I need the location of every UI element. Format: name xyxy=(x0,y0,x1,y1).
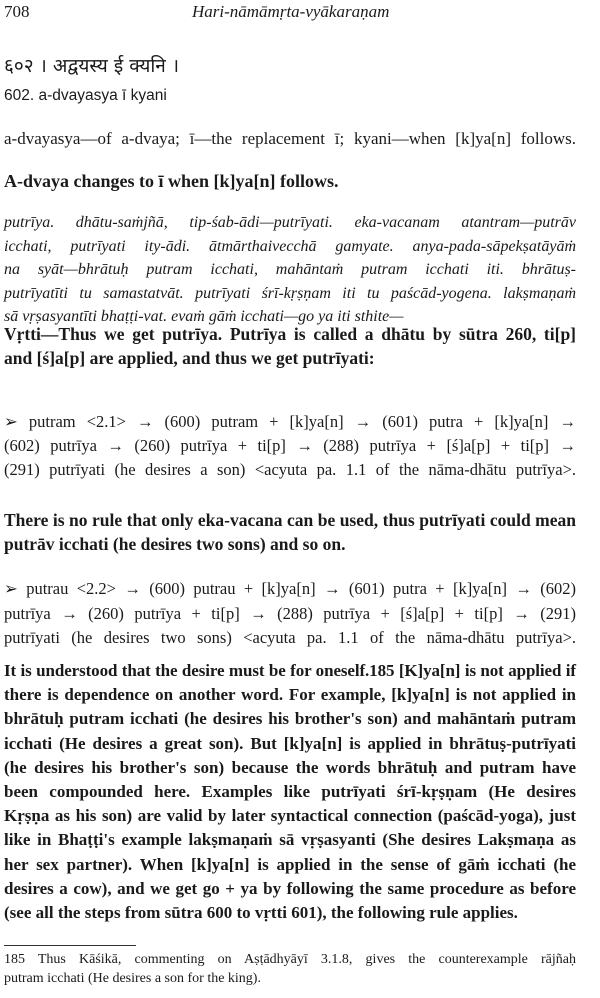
sanskrit-line: na syāt—bhrātuḥ putram icchati, mahāntaṁ putram icchati iti. bhrātuṣ- xyxy=(4,261,576,278)
paragraph-line: (see all the steps from sūtra 600 to vṛtti 601), the following rule applies. xyxy=(4,903,518,923)
sanskrit-line: putrīya. dhātu-saṁjñā, tip-śab-ādi—putrīyati. eka-vacanam atantram—putrāv xyxy=(4,214,576,231)
paragraph-line: desires a cow), and we get go + ya by following the same procedure as before xyxy=(4,878,576,898)
footnote-line: 185 Thus Kāśikā, commenting on Aṣṭādhyāyī 3.1.8, gives the counterexample rājñaḥ xyxy=(4,952,576,967)
vrtti-line: and [ś]a[p] are applied, and thus we get putrīyati: xyxy=(4,348,375,368)
derivation-line: (602) putrīya → (260) putrīya + ti[p] → (288) putrīya + [ś]a[p] + ti[p] → xyxy=(4,436,576,455)
running-header xyxy=(4,2,586,28)
derivation-line: (291) putrīyati (he desires a son) <acyuta pa. 1.1 of the nāma-dhātu putrīya>. xyxy=(4,460,576,479)
paragraph-line: bhrātuḥ putram icchati (he desires his brother's son) and mahāntaṁ putram xyxy=(4,709,576,729)
paragraph-line: (he desires his brother's son) because the words bhrātuḥ and putram have xyxy=(4,757,576,777)
sanskrit-line: putrīyatīti tu samastatvāt. putrīyati śrī-kṛṣṇam iti tu paścād-yogena. lakṣmaṇaṁ xyxy=(4,284,576,302)
footnote-line: putram icchati (He desires a son for the king). xyxy=(4,971,261,986)
paragraph-line: putrāv icchati (he desires two sons) and so on. xyxy=(4,534,346,554)
sanskrit-line: icchati, putrīyati ity-ādi. ātmārthaivecchā gamyate. anya-pada-sāpekṣatāyāṁ xyxy=(4,237,576,255)
derivation-line: putrīya → (260) putrīya + ti[p] → (288) putrīya + [ś]a[p] + ti[p] → (291) xyxy=(4,603,576,623)
footnote xyxy=(4,950,576,988)
sanskrit-vrtti xyxy=(4,211,576,329)
derivation-line: ➢ putram <2.1> → (600) putram + [k]ya[n] → (601) putra + [k]ya[n] → xyxy=(4,412,576,431)
running-title: Hari-nāmāmṛta-vyākaraṇam xyxy=(192,2,390,21)
paragraph-line: like in Bhaṭṭi's example lakṣmaṇaṁ sā vṛṣasyanti (She desires Lakṣmaṇa as xyxy=(4,830,576,850)
paragraph-line: been compounded here. Examples like putrīyati śrī-kṛṣṇam (He desires xyxy=(4,782,576,802)
vrtti-english xyxy=(4,322,576,370)
paragraph-line: Kṛṣṇa as his son) are valid by later syntactical connection (paścād-yoga), just xyxy=(4,806,576,826)
paragraph-line: icchati (He desires a great son). But [k]ya[n] is applied in bhrātuṣ-putrīyati xyxy=(4,733,576,753)
derivation-dual xyxy=(4,577,576,651)
sutra-devanagari: ६०२ । अद्वयस्य ई क्यनि । xyxy=(4,55,180,77)
rule-line: A-dvaya changes to ī when [k]ya[n] follows. xyxy=(4,171,339,191)
derivation-line: putrīyati (he desires two sons) <acyuta pa. 1.1 of the nāma-dhātu putrīya>. xyxy=(4,628,576,647)
paragraph-line: There is no rule that only eka-vacana can be used, thus putrīyati could mean xyxy=(4,510,576,530)
rule-statement xyxy=(4,170,576,193)
number-paragraph xyxy=(4,508,576,556)
paragraph-line: It is understood that the desire must be for oneself.185 [K]ya[n] is not applied if xyxy=(4,661,576,680)
footnote-divider xyxy=(4,945,136,946)
sanskrit-line: sā vṛṣasyantīti bhaṭṭi-vat. evaṁ gāṁ icchati—go ya iti sthite— xyxy=(4,308,404,325)
explanation-paragraph xyxy=(4,659,576,925)
derivation-singular xyxy=(4,410,576,482)
vrtti-line: Vṛtti—Thus we get putrīya. Putrīya is called a dhātu by sūtra 260, ti[p] xyxy=(4,324,576,344)
sutra-transliteration: 602. a-dvayasya ī kyani xyxy=(4,87,167,104)
paragraph-line: her sex partner). When [k]ya[n] is applied in the sense of gāṁ icchati (he xyxy=(4,854,576,874)
word-gloss xyxy=(4,127,576,150)
page-number: 708 xyxy=(4,2,30,21)
paragraph-line: there is dependence on another word. For example, [k]ya[n] is not applied in xyxy=(4,685,576,705)
gloss-line: a-dvayasya—of a-dvaya; ī—the replacement ī; kyani—when [k]ya[n] follows. xyxy=(4,129,576,148)
derivation-line: ➢ putrau <2.2> → (600) putrau + [k]ya[n] → (601) putra + [k]ya[n] → (602) xyxy=(4,579,576,598)
